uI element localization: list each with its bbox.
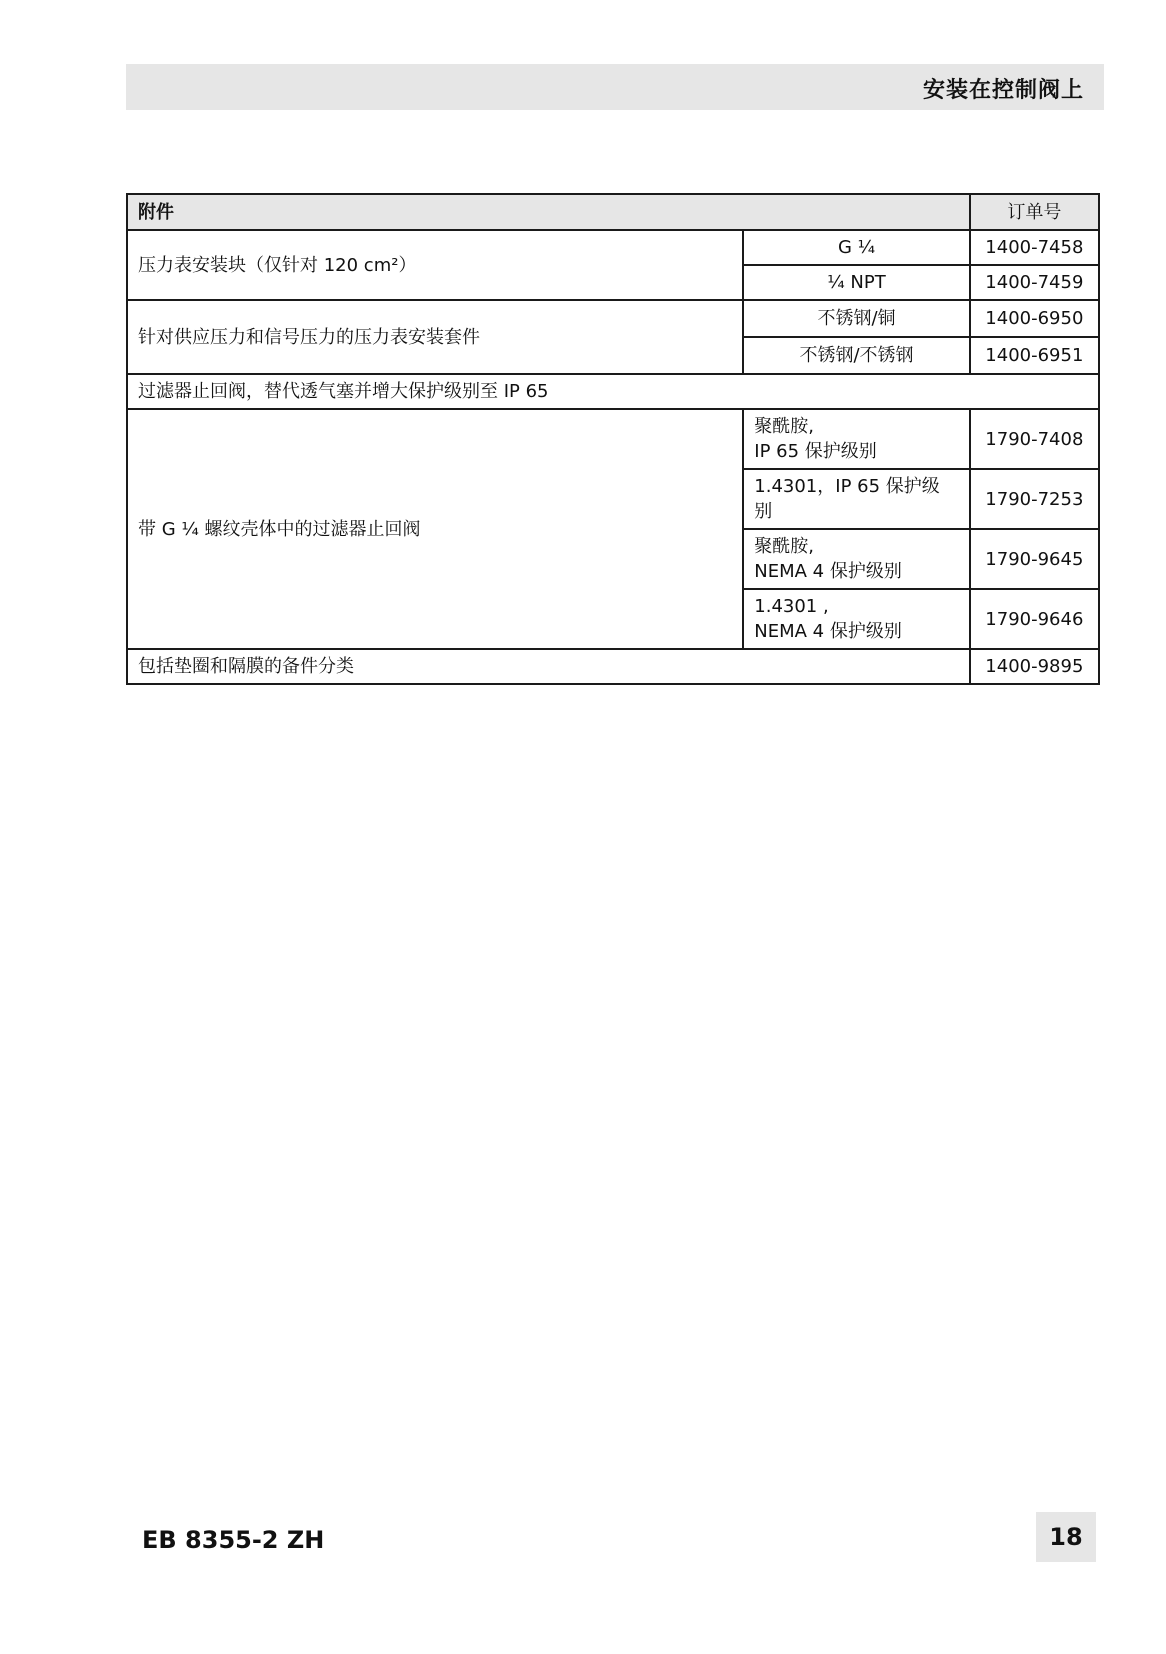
order-number-cell: 1790-7408 — [970, 409, 1099, 469]
variant-line: IP 65 保护级别 — [754, 441, 877, 462]
page-number-box — [1036, 1512, 1096, 1562]
variant-line: 别 — [754, 501, 773, 522]
spare-parts-label: 包括垫圈和隔膜的备件分类 — [127, 649, 970, 684]
accessories-table — [126, 193, 1100, 685]
table-row — [127, 649, 1099, 684]
order-number-cell: 1400-7458 — [970, 230, 1099, 265]
page-header-bar — [126, 64, 1104, 110]
variant-cell — [743, 589, 969, 649]
variant-line: 1.4301，IP 65 保护级 — [754, 476, 940, 497]
order-number-cell: 1400-7459 — [970, 265, 1099, 300]
order-number-cell: 1790-9645 — [970, 529, 1099, 589]
order-number-column-header: 订单号 — [970, 194, 1099, 230]
table-row — [127, 409, 1099, 469]
order-number-cell: 1400-6951 — [970, 337, 1099, 374]
filter-note: 过滤器止回阀，替代透气塞并增大保护级别至 IP 65 — [127, 374, 1099, 409]
variant-cell — [743, 409, 969, 469]
order-number-cell: 1400-9895 — [970, 649, 1099, 684]
variant-cell: ¼ NPT — [743, 265, 969, 300]
variant-cell — [743, 529, 969, 589]
table-row — [127, 230, 1099, 265]
filter-valve-label: 带 G ¼ 螺纹壳体中的过滤器止回阀 — [127, 409, 743, 649]
variant-cell: 不锈钢/铜 — [743, 300, 969, 337]
variant-line: 聚酰胺, — [754, 536, 815, 557]
page-number: 18 — [1049, 1523, 1083, 1551]
variant-line: NEMA 4 保护级别 — [754, 621, 902, 642]
order-number-cell: 1400-6950 — [970, 300, 1099, 337]
variant-line: 1.4301 , — [754, 596, 829, 617]
gauge-kit-label: 针对供应压力和信号压力的压力表安装套件 — [127, 300, 743, 374]
table-header-row — [127, 194, 1099, 230]
variant-cell: G ¼ — [743, 230, 969, 265]
order-number-cell: 1790-7253 — [970, 469, 1099, 529]
order-number-cell: 1790-9646 — [970, 589, 1099, 649]
table-row — [127, 374, 1099, 409]
variant-cell — [743, 469, 969, 529]
document-id: EB 8355-2 ZH — [142, 1526, 325, 1554]
table-row — [127, 300, 1099, 337]
accessory-column-header: 附件 — [127, 194, 970, 230]
variant-cell: 不锈钢/不锈钢 — [743, 337, 969, 374]
variant-line: 聚酰胺, — [754, 416, 815, 437]
gauge-block-label: 压力表安装块（仅针对 120 cm²） — [127, 230, 743, 300]
variant-line: NEMA 4 保护级别 — [754, 561, 902, 582]
section-title: 安装在控制阀上 — [922, 78, 1084, 103]
